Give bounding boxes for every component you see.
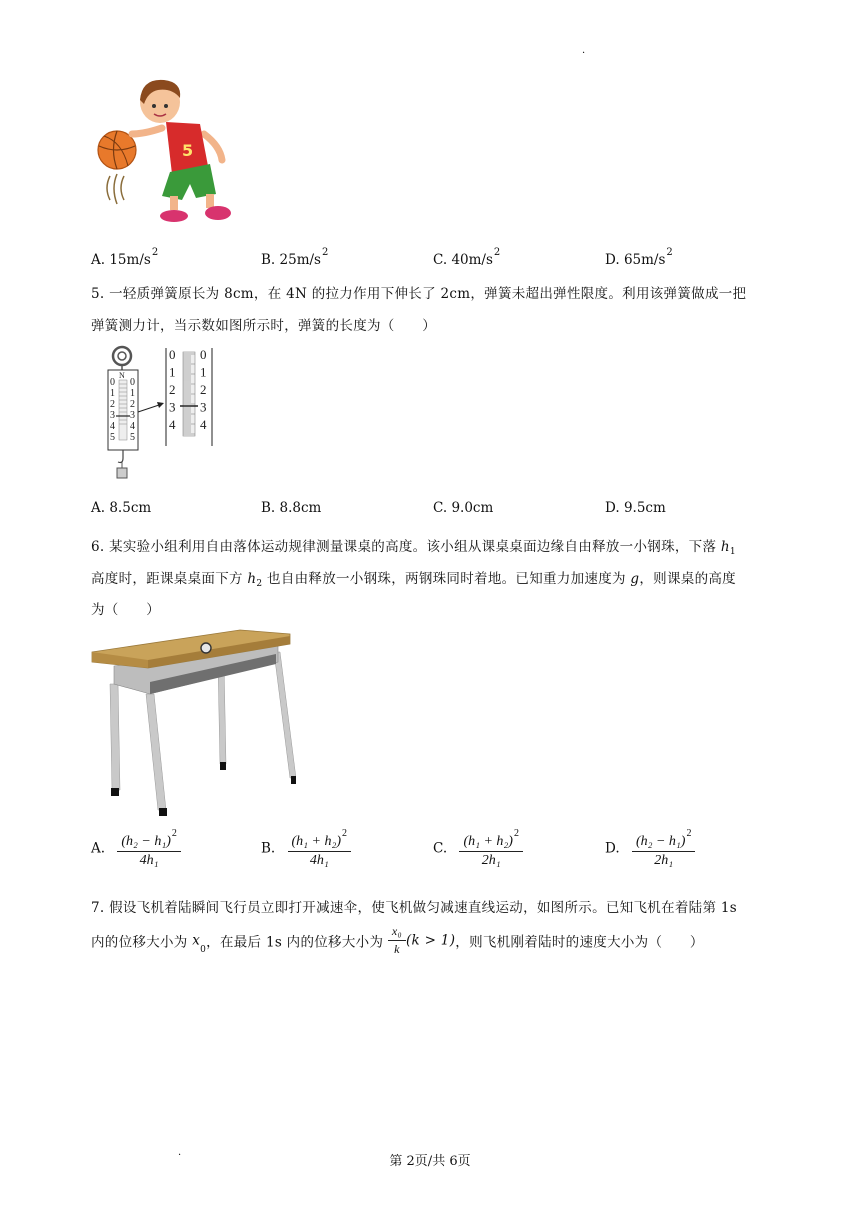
gauge-tick-label: 0 (130, 377, 135, 388)
q6-option-a[interactable]: A. $\frac{(h_2 - h_1)^2}{\text{4h₁}}$ (91, 828, 181, 869)
footer-dot: · (178, 1150, 182, 1161)
gauge-tick-label: 3 (110, 410, 115, 421)
q6-option-c[interactable]: C. $\frac{(h_1 + h_2)^2}{\text{2h₁}}$ (433, 828, 523, 869)
gauge-tick-label: 5 (130, 432, 135, 443)
q5-option-b[interactable]: B. 8.8cm (261, 500, 322, 516)
zoom-tick-label: 2 (200, 382, 207, 397)
q7-stem-line1: 7. 假设飞机着陆瞬间飞行员立即打开减速伞，使飞机做匀减速直线运动，如图所示。已知飞机在着陆第 1s (91, 900, 737, 916)
zoom-tick-label: 4 (169, 417, 176, 432)
q5-stem-line1: 5. 一轻质弹簧原长为 8cm，在 4N 的拉力作用下伸长了 2cm，弹簧未超出弹性限度。利用该弹簧做成一把 (91, 286, 747, 302)
q6-stem-line1: 6. 某实验小组利用自由落体运动规律测量课桌的高度。该小组从课桌桌面边缘自由释放一小钢珠，下落 $h_1$ (91, 539, 736, 557)
gauge-left-ticks (110, 377, 115, 443)
desk-illustration (90, 624, 296, 820)
q4-option-d[interactable]: D. $65m/s^2$ (605, 247, 673, 268)
zoom-tick-label: 2 (169, 382, 176, 397)
header-dot: · (582, 48, 586, 59)
q6-option-d[interactable]: D. $\frac{(h_2 - h_1)^2}{\text{2h₁}}$ (605, 828, 695, 869)
q5-stem-line2: 弹簧测力计，当示数如图所示时，弹簧的长度为（ ） (91, 318, 436, 334)
zoom-right-ticks (200, 347, 207, 432)
q6-option-b[interactable]: B. $\frac{(h_1 + h_2)^2}{\text{4h₁}}$ (261, 828, 351, 869)
basketball-player-illustration (92, 76, 234, 226)
zoom-tick-label: 4 (200, 417, 207, 432)
q4-option-c[interactable]: C. $40m/s^2$ (433, 247, 501, 268)
q4-option-a[interactable]: A. $15m/s^2$ (91, 247, 159, 268)
gauge-tick-label: 2 (130, 399, 135, 410)
q5-option-d[interactable]: D. 9.5cm (605, 500, 666, 516)
gauge-right-ticks (130, 377, 135, 443)
gauge-tick-label: 1 (130, 388, 135, 399)
jersey-number: 5 (182, 141, 194, 160)
gauge-tick-label: 3 (130, 410, 135, 421)
q7-stem-line2: 内的位移大小为 $x_0$，在最后 1s 内的位移大小为 $\frac{\text{x₀}}{k}$ (k > 1)，则飞机刚着陆时的速度大小为（ ） (91, 924, 704, 956)
gauge-tick-label: 4 (110, 421, 115, 432)
gauge-tick-label: 2 (110, 399, 115, 410)
zoom-tick-label: 0 (200, 347, 207, 362)
q5-option-a[interactable]: A. 8.5cm (91, 500, 152, 516)
page-number: 第 2页/共 6页 (389, 1154, 471, 1169)
spring-scale-figure (100, 344, 220, 486)
zoom-tick-label: 0 (169, 347, 176, 362)
gauge-tick-label: 5 (110, 432, 115, 443)
q6-stem-line2: 高度时，距课桌桌面下方 $h_2$ 也自由释放一小钢珠，两钢珠同时着地。已知重力加速度为 g，则课桌的高度 (91, 571, 736, 589)
q4-option-b[interactable]: B. $25m/s^2$ (261, 247, 329, 268)
gauge-tick-label: 0 (110, 377, 115, 388)
q5-option-c[interactable]: C. 9.0cm (433, 500, 494, 516)
zoom-tick-label: 1 (200, 364, 207, 380)
zoom-tick-label: 1 (169, 364, 176, 380)
gauge-tick-label: 4 (130, 421, 135, 432)
gauge-tick-label: 1 (110, 388, 115, 399)
q6-stem-line3: 为（ ） (91, 602, 160, 618)
zoom-tick-label: 3 (169, 399, 176, 415)
gauge-unit: N (119, 371, 125, 380)
zoom-tick-label: 3 (200, 399, 207, 415)
zoom-left-ticks (169, 347, 176, 432)
